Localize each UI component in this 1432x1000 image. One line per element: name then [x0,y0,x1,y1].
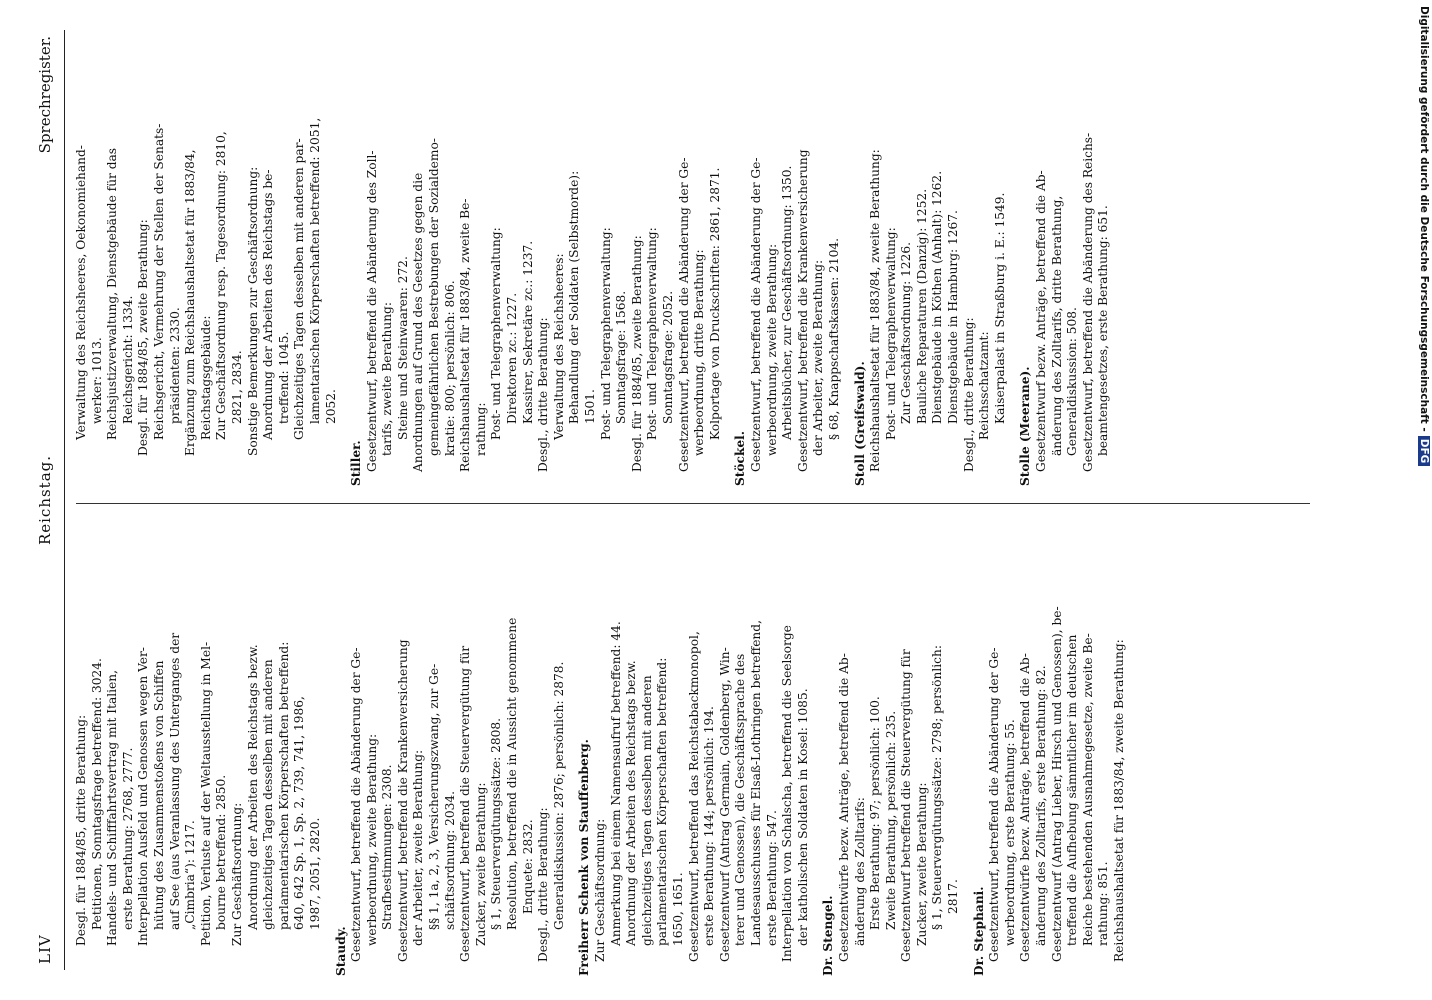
register-entry-line: 2052. [323,389,338,424]
register-entry-line: Reichstagsgebäude: [198,315,213,440]
register-entry-line: Anordnungen auf Grund des Gesetzes gegen die [411,172,426,472]
page-number: LIV [36,934,54,964]
register-entry-line: Zweite Berathung, persönlich: 235. [883,710,898,930]
register-entry-line: werbeordnung, dritte Berathung: [692,249,707,456]
register-entry-line: Gesetzentwurf bezw. Anträge, betreffend die Ab- [1034,170,1049,472]
register-entry-line: änderung des Zolltarifs, erste Berathung: 82. [1034,665,1049,946]
register-entry-line: Reichsschatzamt: [977,331,992,440]
register-entry-line: parlamentarischen Körperschaften betreffend: [276,641,291,930]
register-entry-line: der katholischen Soldaten in Kosel: 1085. [795,688,810,946]
register-entry-line: erste Berathung: 547. [764,810,779,946]
register-entry-line: Direktoren zc.: 1227. [505,292,520,424]
register-entry-line: treffend: 1045. [276,331,291,424]
register-entry-line: Desgl. für 1884/85, zweite Berathung: [629,235,644,472]
register-entry-line: Verwaltung des Reichsheeres: [551,253,566,440]
register-entry-line: werbeordnung, zweite Berathung: [364,733,379,946]
register-entry-line: Reichsgericht: 1334. [120,295,135,424]
header-rule [64,30,65,970]
register-entry-line: Zucker, zweite Berathung: [914,782,929,946]
register-entry-line: schäftsordnung: 2034. [442,790,457,930]
register-entry-line: Post- und Telegraphenverwaltung: [489,227,504,440]
register-entry-line: erste Berathung: 2768, 2777. [120,747,135,930]
register-entry-line: Gesetzentwürfe bezw. Anträge, betreffend die Ab- [1018,653,1033,962]
register-entry-line: Reichsgericht, Vermehrung der Stellen der Senats- [151,123,166,440]
register-entry-line: Desgl., dritte Berathung: [536,317,551,472]
register-entry-line: bourne betreffend: 2850. [214,774,229,930]
register-entry-line: §§ 1, 1a, 2, 3, Versicherungszwang, zur Ge- [427,663,442,930]
register-entry-line: Dienstgebäude in Köthen (Anhalt): 1262. [930,170,945,424]
page-header [36,18,58,982]
register-entry-line: werbeordnung, zweite Berathung: [764,243,779,456]
register-entry-line: Landesausschusses für Elsaß-Lothringen betreffend, [748,620,763,946]
register-entry-line: Zucker, zweite Berathung: [473,782,488,946]
register-entry-line: Reichshaushaltsetat für 1883/84, zweite Berathung: [868,149,883,472]
register-entry-line: Bauliche Reparaturen (Danzig): 1252. [914,188,929,424]
register-entry-line: Gesetzentwurf, betreffend die Krankenversicherung [395,639,410,962]
speaker-name: Dr. Stengel. [821,895,836,976]
register-entry-line: Gesetzentwurf, betreffend die Abänderung des Zoll- [364,150,379,472]
register-entry-line: hütung des Zusammenstoßens von Schiffen [151,660,166,930]
register-entry-line: Ergänzung zum Reichshaushaltsetat für 1883/84, [183,149,198,456]
register-entry-line: Anordnung der Arbeiten des Reichstags bezw. [245,644,260,930]
speaker-name: Stiller. [349,440,364,486]
section-title: Sprechregister. [36,36,54,154]
register-entry-line: Reichsjustizverwaltung, Dienstgebäude für das [105,147,120,440]
register-entry-line: präsidenten: 2330. [167,307,182,424]
register-entry-line: Desgl., dritte Berathung: [961,317,976,472]
speaker-name: Dr. Stephani. [971,886,986,976]
register-entry-line: Steine und Steinwaaren: 272. [395,256,410,440]
register-entry-line: Post- und Telegraphenverwaltung: [645,227,660,440]
register-entry-line: Erste Berathung: 97; persönlich: 100. [868,696,883,930]
stamp-text: Digitalisierung gefördert durch die Deutsche Forschungsgemeinschaft - [1418,6,1430,432]
register-entry-line: terer und Genossen), die Geschäftssprache des [733,653,748,946]
register-entry-line: Desgl. für 1884/85, zweite Berathung: [136,219,151,456]
register-entry-line: § 1, Steuervergütungssätze: 2798; persönlich: [930,645,945,930]
register-entry-line: Petitionen, Sonntagsfrage betreffend: 3024. [89,658,104,930]
register-entry-line: Interpellation Ausfeld und Genossen wegen Ver- [136,647,151,946]
left-column [74,506,1128,976]
register-entry-line: Gesetzentwurf, betreffend die Krankenversicherung [795,149,810,472]
register-entry-line: Reichshaushaltsetat für 1883/84, zweite Berathung: [1112,639,1126,962]
register-entry-line: Arbeitsbücher, zur Geschäftsordnung: 1350. [780,165,795,440]
register-entry-line: gleichzeitiges Tagen desselben mit anderen [639,675,654,946]
register-entry-line: Dienstgebäude in Hamburg: 1267. [946,210,961,424]
speaker-name: Staudy. [333,926,348,976]
register-entry-line: Gesetzentwurf, betreffend die Abänderung des Reichs- [1080,132,1095,472]
stamp-text-wrapper [1416,6,1430,986]
register-entry-line: Kolportage von Druckschriften: 2861, 2871. [707,167,722,440]
register-entry-line: Gesetzentwürfe bezw. Anträge, betreffend die Ab- [836,653,851,962]
speaker-name: Stoll (Greifswald). [852,361,867,486]
register-entry-line: Post- und Telegraphenverwaltung: [598,227,613,440]
speaker-name: Freiherr Schenk von Stauffenberg. [577,739,592,976]
register-entry-line: 2821, 2834. [229,350,244,424]
register-entry-line: treffend die Aufhebung sämmtlicher im deutschen [1065,634,1080,946]
register-entry-line: auf See (aus Veranlassung des Unterganges der [167,632,182,930]
register-entry-line: Anmerkung bei einem Namensaufruf betreffend: 44. [608,621,623,946]
register-entry-line: Resolution, betreffend die in Aussicht genommene [505,617,520,930]
register-entry-line: Handels- und Schifffahrtsvertrag mit Italien, [105,670,120,946]
register-entry-line: Gesetzentwurf, betreffend die Steuervergütung für [458,645,473,962]
right-column [74,16,1112,486]
register-entry-line: Anordnung der Arbeiten des Reichstags bezw. [624,660,639,946]
register-entry-line: kratie: 800; persönlich: 806. [442,280,457,456]
register-entry-line: Zur Geschäftsordnung resp. Tagesordnung: 2810, [214,131,229,440]
register-entry-line: Gesetzentwurf, betreffend die Abänderung der Ge- [748,157,763,472]
register-entry-line: Desgl. für 1884/85, dritte Berathung: [74,714,88,946]
register-entry-line: werker: 1013. [89,337,104,424]
register-entry-line: der Arbeiter, zweite Berathung: [411,749,426,946]
register-entry-line: § 68, Knappschaftskassen: 2104. [826,238,841,440]
register-entry-line: Gesetzentwurf betreffend die Steuervergütung für [899,649,914,962]
dfg-digitization-stamp [1416,6,1430,994]
register-entry-line: Gesetzentwurf (Antrag Germain, Goldenberg, Win- [717,647,732,962]
register-entry-line: Gesetzentwurf, betreffend die Abänderung der Ge- [676,157,691,472]
register-entry-line: änderung des Zolltarifs, dritte Berathung, [1049,195,1064,456]
register-entry-line: Anordnung der Arbeiten des Reichstags be- [261,169,276,440]
register-entry-line: 2817. [946,879,961,914]
register-entry-line: tarifs, zweite Berathung: [380,302,395,456]
register-entry-line: Zur Geschäftsordnung: [229,802,244,946]
register-entry-line: Generaldiskussion: 508. [1065,307,1080,456]
register-entry-line: § 1, Steuervergütungssätze: 2808. [489,718,504,930]
register-entry-line: 1987, 2051, 2820. [307,817,322,930]
register-entry-line: Desgl., dritte Berathung: [536,807,551,962]
register-entry-line: beamtengesetzes, erste Berathung: 651. [1096,205,1111,456]
register-entry-line: Petition, Verluste auf der Weltausstellung in Mel- [198,641,213,946]
register-entry-line: Sonntagsfrage: 1568. [614,290,629,424]
register-entry-line: Zur Geschäftsordnung: [593,818,607,962]
register-entry-line: Reiche bestehenden Ausnahmegesetze, zweite Be- [1080,633,1095,946]
register-entry-line: erste Berathung: 144; persönlich: 194. [702,706,717,946]
register-entry-line: der Arbeiter, zweite Berathung: [811,259,826,456]
register-entry-line: änderung des Zolltarifs: [852,797,867,946]
register-entry-line: Post- und Telegraphenverwaltung: [883,227,898,440]
register-entry-line: parlamentarischen Körperschaften betreffend: [655,657,670,946]
register-entry-line: Interpellation von Schalscha, betreffend die Seelsorge [780,625,795,962]
register-entry-line: Gesetzentwurf (Antrag Lieber, Hirsch und Genossen), be- [1049,606,1064,962]
register-entry-line: rathung: [473,402,488,456]
register-entry-line: gleichzeitiges Tagen desselben mit anderen [261,659,276,930]
register-entry-line: Behandlung der Soldaten (Selbstmorde): [567,170,582,424]
register-entry-line: Gesetzentwurf, betreffend das Reichstabackmonopol, [686,631,701,962]
register-entry-line: gemeingefährlichen Bestrebungen der Sozialdemo- [427,138,442,456]
register-entry-line: Generaldiskussion: 2876; persönlich: 2878. [551,661,566,930]
speaker-name: Stöckel. [733,430,748,486]
register-entry-line: Kaiserpalast in Straßburg i. E.: 1549. [992,192,1007,424]
register-entry-line: Gesetzentwurf, betreffend die Abänderung der Ge- [987,647,1002,962]
column-divider [76,503,1310,504]
speaker-name: Stolle (Meerane). [1018,366,1033,486]
register-entry-line: Sonstige Bemerkungen zur Geschäftsordnung: [245,166,260,456]
register-entry-line: Gleichzeitiges Tagen desselben mit anderen par- [292,138,307,440]
running-title: Reichstag. [36,454,54,546]
dfg-logo-badge: DFG [1418,436,1430,467]
register-entry-line: Sonntagsfrage: 2052. [660,290,675,424]
register-entry-line: Zur Geschäftsordnung: 1226. [899,241,914,424]
register-entry-line: 1650, 1651. [670,872,685,946]
register-entry-line: Verwaltung des Reichsheeres, Oekonomiehand- [74,145,88,440]
register-entry-line: werbeordnung, erste Berathung: 55. [1002,719,1017,946]
register-entry-line: lamentarischen Körperschaften betreffend: 2051, [307,117,322,424]
register-entry-line: 1501. [583,389,597,424]
register-entry-line: 640, 642 Sp. 1, Sp. 2, 739, 741, 1986, [292,696,307,930]
register-entry-line: Reichshaushaltsetat für 1883/84, zweite Be- [458,198,473,472]
register-entry-line: Strafbestimmungen: 2308. [380,764,395,930]
register-entry-line: „Cimbria“): 1217. [183,820,198,930]
register-entry-line: Gesetzentwurf, betreffend die Abänderung der Ge- [349,647,364,962]
register-entry-line: Enquete: 2832. [520,819,535,914]
register-entry-line: rathung: 851. [1096,861,1111,946]
register-entry-line: Kassirer, Sekretäre zc.: 1237. [520,240,535,424]
